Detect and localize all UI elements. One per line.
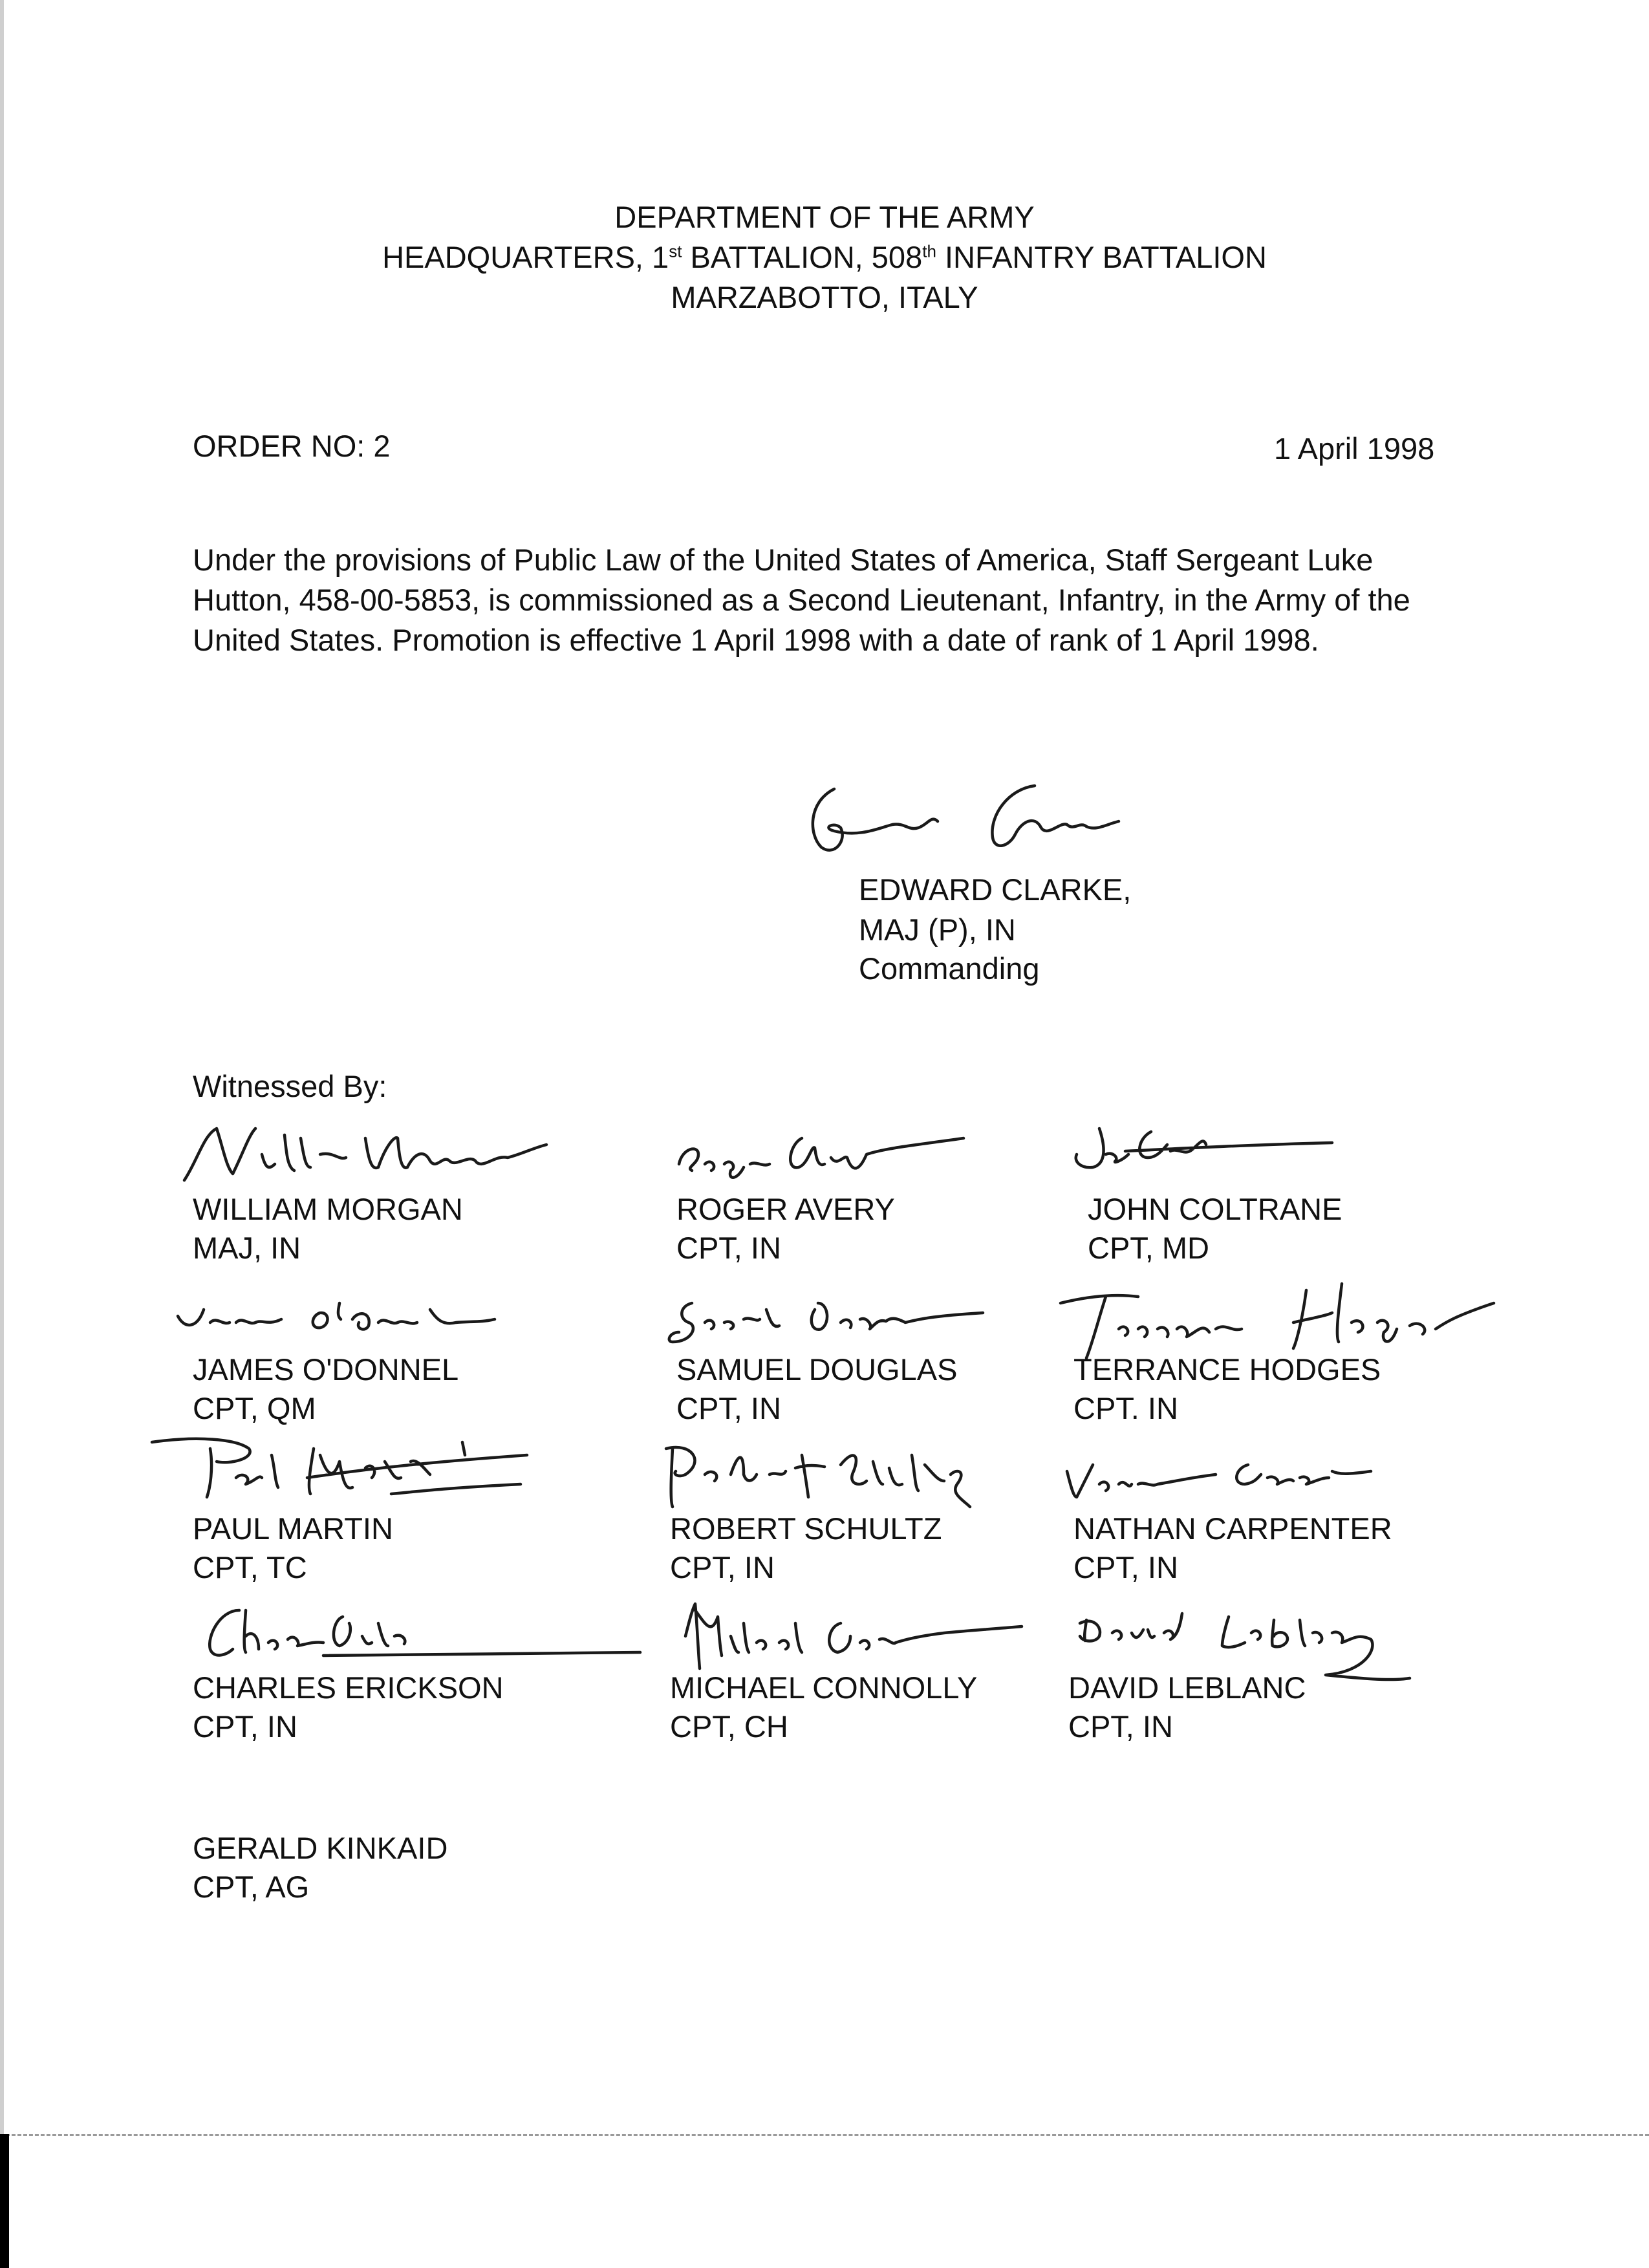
witness-name: JAMES O'DONNEL bbox=[193, 1352, 459, 1387]
witness-rank: CPT, CH bbox=[670, 1709, 788, 1744]
witness-name: TERRANCE HODGES bbox=[1073, 1352, 1381, 1387]
witness-rank: CPT, IN bbox=[676, 1231, 781, 1265]
scan-edge-line bbox=[0, 2134, 1649, 2136]
witness-name: CHARLES ERICKSON bbox=[193, 1670, 504, 1705]
witness-signature bbox=[194, 1597, 647, 1669]
witness-signature bbox=[1061, 1122, 1345, 1180]
witness-signature bbox=[171, 1290, 508, 1348]
witness-rank: CPT. IN bbox=[1073, 1391, 1178, 1425]
witness-signature bbox=[171, 1109, 559, 1193]
page-edge bbox=[0, 0, 4, 2268]
witness-rank: MAJ, IN bbox=[193, 1231, 301, 1265]
witness-rank: CPT, TC bbox=[193, 1550, 307, 1584]
header-department: DEPARTMENT OF THE ARMY bbox=[614, 200, 1035, 234]
witness-name: JOHN COLTRANE bbox=[1088, 1192, 1342, 1226]
witness-rank: CPT, IN bbox=[676, 1391, 781, 1425]
witness-rank: CPT, AG bbox=[193, 1870, 310, 1904]
witness-name: DAVID LEBLANC bbox=[1068, 1670, 1306, 1705]
witness-rank: CPT, MD bbox=[1088, 1231, 1209, 1265]
witness-name: SAMUEL DOUGLAS bbox=[676, 1352, 958, 1387]
commander-role: Commanding bbox=[859, 951, 1040, 986]
header-location: MARZABOTTO, ITALY bbox=[671, 280, 978, 314]
witness-name: ROGER AVERY bbox=[676, 1192, 895, 1226]
witness-rank: CPT, IN bbox=[670, 1550, 775, 1584]
witness-signature bbox=[647, 1436, 1009, 1520]
witness-signature bbox=[673, 1119, 970, 1190]
commander-name: EDWARD CLARKE, bbox=[859, 872, 1132, 907]
witness-name: WILLIAM MORGAN bbox=[193, 1192, 463, 1226]
witness-rank: CPT, IN bbox=[193, 1709, 297, 1744]
witness-name: PAUL MARTIN bbox=[193, 1511, 393, 1546]
witness-signature bbox=[1061, 1445, 1384, 1504]
witness-rank: CPT, QM bbox=[193, 1391, 316, 1425]
witness-rank: CPT, IN bbox=[1068, 1709, 1173, 1744]
scan-edge-bar bbox=[0, 2134, 9, 2268]
header-headquarters: HEADQUARTERS, 1st BATTALION, 508th INFANTRY BATTALION bbox=[382, 240, 1267, 274]
commander-signature bbox=[795, 776, 1132, 867]
order-date: 1 April 1998 bbox=[1274, 431, 1435, 466]
witness-name: ROBERT SCHULTZ bbox=[670, 1511, 942, 1546]
witness-name: NATHAN CARPENTER bbox=[1073, 1511, 1392, 1546]
witnessed-label: Witnessed By: bbox=[193, 1069, 387, 1103]
order-number: ORDER NO: 2 bbox=[193, 429, 391, 463]
order-body: Under the provisions of Public Law of the United States of America, Staff Sergeant Luke Hutton, 458-00-5853, is commissioned as a Second Lieutenant, Infantry, in the Army of the United States. Promotion is effective 1 April 1998 with a date of rank of 1 April 1998. bbox=[193, 543, 1410, 657]
commander-rank: MAJ (P), IN bbox=[859, 913, 1016, 947]
witness-signature bbox=[146, 1423, 534, 1507]
witness-rank: CPT, IN bbox=[1073, 1550, 1178, 1584]
witness-signature bbox=[653, 1284, 989, 1355]
witness-name: GERALD KINKAID bbox=[193, 1831, 448, 1865]
witness-name: MICHAEL CONNOLLY bbox=[670, 1670, 978, 1705]
witness-signature bbox=[673, 1597, 1035, 1675]
